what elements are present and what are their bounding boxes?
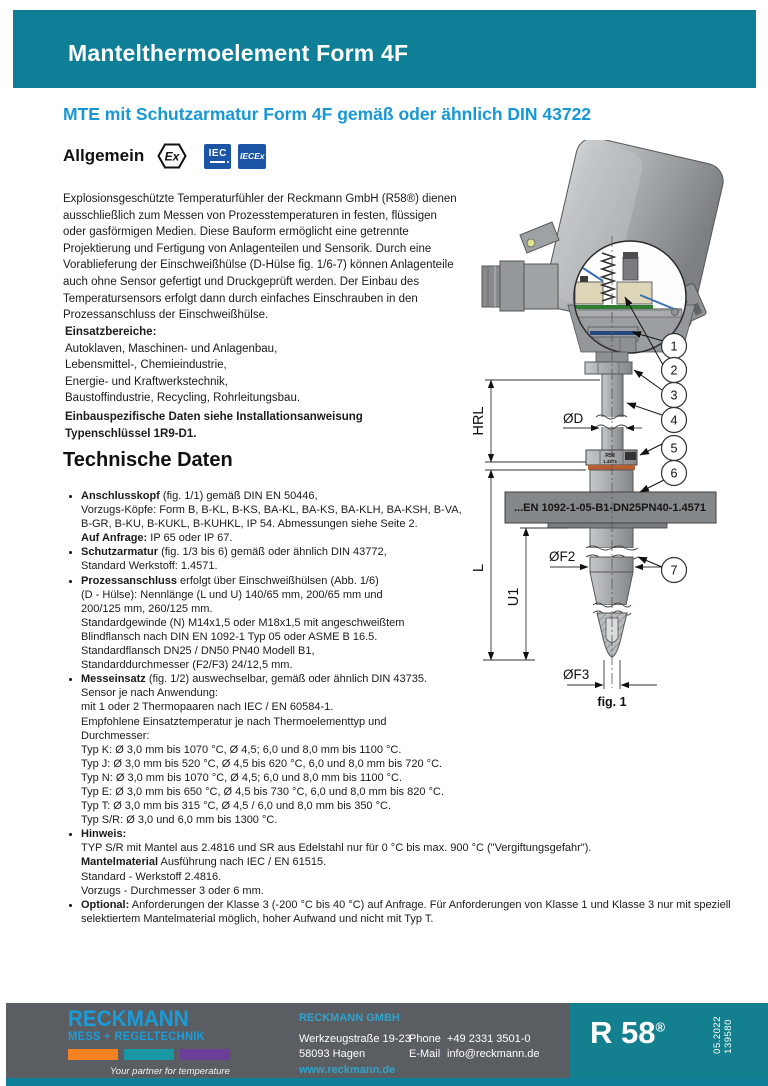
svg-text:Ex: Ex [164, 149, 180, 164]
tech-bullet-item [81, 898, 768, 926]
ex-certification-icon [157, 143, 187, 169]
doc-revision-number: 05.2022 139580 [712, 1016, 734, 1054]
tech-bullet-line: Durchmesser: [81, 729, 150, 742]
tech-bullet-line: • Schutzarmatur (fig. 1/3 bis 6) gemäß oder ähnlich DIN 43772, [81, 546, 387, 559]
iec-certification-icon: IEC [204, 144, 231, 169]
email-address: info@reckmann.de [447, 1047, 540, 1060]
tech-bullet-line: 200/125 mm, 260/125 mm. [81, 602, 213, 615]
tech-bullet-line: Mantelmaterial Ausführung nach IEC / EN 61515. [81, 856, 327, 869]
tech-bullet-line: • Anschlusskopf (fig. 1/1) gemäß DIN EN 50446, [81, 490, 318, 502]
einsatzbereiche-line: Lebensmittel-, Chemieindustrie, [65, 359, 227, 372]
tech-bullet-line: • Hinweis: [81, 828, 127, 841]
tech-bullet-line: (D - Hülse): Nennlänge (L und U) 140/65 mm, 200/65 mm und [81, 588, 383, 601]
einsatzbereiche-block [63, 324, 300, 407]
tech-bullet-line: Vorzugs - Durchmesser 3 oder 6 mm. [81, 884, 264, 897]
contact-labels: Phone E-Mail [409, 1033, 441, 1060]
dim-label-hrl: HRL [471, 406, 487, 436]
svg-text:R58: R58 [605, 453, 615, 459]
tech-bullet-line: TYP S/R mit Mantel aus 2.4816 und SR aus Edelstahl nur für 0 °C bis max. 900 °C ("Vergiftungsgefahr"). [81, 842, 592, 855]
svg-text:2: 2 [670, 363, 678, 378]
install-note-line: Typenschlüssel 1R9-D1. [65, 427, 197, 440]
tech-bullet-line: Typ K: Ø 3,0 mm bis 1070 °C, Ø 4,5; 6,0 und 8,0 mm bis 1100 °C. [81, 743, 402, 756]
einsatzbereiche-label: Einsatzbereiche: [65, 326, 157, 338]
tech-bullet-line: B-GR, B-KU, B-KUKL, B-KUHKL, IP 54. Abmessungen siehe Seite 2. [81, 518, 418, 531]
svg-text:4: 4 [670, 413, 678, 428]
r58-brand: R 58® [590, 1015, 666, 1050]
header-band [13, 10, 756, 88]
tech-bullet-line: • Messeinsatz (fig. 1/2) auswechselbar, gemäß oder ähnlich DIN 43735. [81, 673, 428, 686]
dim-label-f2: ØF2 [549, 549, 576, 564]
tech-bullet-line: mit 1 oder 2 Thermopaaren nach IEC / EN 60584-1. [81, 701, 334, 714]
process-connection-nut [586, 450, 637, 465]
dim-label-l: L [471, 563, 487, 573]
logo-bar-purple [180, 1049, 230, 1060]
page-title: Mantelthermoelement Form 4F [68, 40, 409, 66]
reckmann-logo [68, 1008, 230, 1077]
head-hinge [520, 222, 559, 253]
dim-label-u1: U1 [506, 587, 522, 607]
einsatzbereiche-line: Energie- und Kraftwerkstechnik, [65, 375, 228, 388]
company-name: RECKMANN GMBH [299, 1012, 400, 1024]
dimension-lines [483, 380, 667, 689]
flange-marking: ...EN 1092-1-05-B1-DN25PN40-1.4571 [514, 502, 706, 514]
dim-label-d: ØD [563, 411, 584, 426]
tech-bullet-line: Standarddurchmesser (F2/F3) 24/12,5 mm. [81, 659, 293, 672]
contact-values [447, 1032, 540, 1061]
tech-bullet-line: Auf Anfrage: IP 65 oder IP 67. [81, 532, 233, 545]
svg-text:7: 7 [670, 563, 678, 578]
allgemein-row [63, 142, 266, 170]
einsatzbereiche-line: Autoklaven, Maschinen- und Anlagenbau, [65, 342, 278, 355]
tech-bullet-line: Empfohlene Einsatztemperatur je nach Thermoelementtyp und [81, 715, 387, 728]
phone-number: +49 2331 3501-0 [447, 1033, 531, 1045]
logo-wordmark: RECKMANN [68, 1006, 189, 1031]
gasket [588, 465, 635, 470]
intro-paragraph: Explosionsgeschützte Temperaturfühler der Reckmann GmbH (R58®) dienen ausschließlich zum Messen von Prozesstemperaturen in festen, flüssigen oder gasförmigen Medien. Diese Bauform ermöglicht eine getrennte Projektierung und Fertigung von Anlagenteilen und Sensorik. Durch eine Vorablieferung der Einschweißhülse (D-Hülse fig. 1/6-7) können Anlagenteile auch ohne Sensor gefertigt und Druckgeprüft werden. Der Einbau des Temperatursensors erfolgt dann durch einfaches Einschrauben in den Prozessanschluss der Einschweißhülse. [63, 193, 457, 322]
install-note [65, 409, 363, 442]
cable-gland [482, 261, 558, 311]
weld-in-flange [505, 492, 716, 528]
iecex-certification-icon: IECEx [238, 144, 266, 169]
tech-bullet-line: Blindflansch nach DIN EN 1092-1 Typ 05 oder ASME B 16.5. [81, 630, 378, 643]
callout-balloons [662, 334, 687, 583]
logo-tagline: Your partner for temperature [110, 1066, 230, 1077]
install-note-line: Einbauspezifische Daten siehe Installationsanweisung [65, 411, 363, 423]
tech-bullet-line: Typ S/R: Ø 3,0 und 6,0 mm bis 1300 °C. [81, 814, 278, 827]
svg-text:1.4571: 1.4571 [602, 459, 618, 464]
tech-data-heading: Technische Daten [63, 449, 233, 471]
footer [6, 1003, 768, 1078]
figure-1-technical-drawing [450, 140, 768, 718]
neck-tube [602, 374, 623, 450]
website-link[interactable]: www.reckmann.de [299, 1064, 396, 1076]
svg-text:3: 3 [670, 388, 678, 403]
svg-text:6: 6 [670, 466, 678, 481]
tech-bullet-line: Typ N: Ø 3,0 mm bis 1070 °C, Ø 4,5; 6,0 und 8,0 mm bis 1100 °C. [81, 771, 403, 784]
figure-caption: fig. 1 [597, 695, 627, 709]
logo-bar-teal [124, 1049, 174, 1060]
tech-bullet-line: Typ T: Ø 3,0 mm bis 315 °C, Ø 4,5 / 6,0 und 8,0 mm bis 350 °C. [81, 800, 392, 813]
logo-color-bars [68, 1049, 230, 1060]
tech-bullet-line: Standardgewinde (N) M14x1,5 oder M18x1,5 mit angeschweißtem [81, 616, 405, 629]
dim-label-f3: ØF3 [563, 667, 590, 682]
subtitle: MTE mit Schutzarmatur Form 4F gemäß oder ähnlich DIN 43722 [63, 104, 592, 124]
tech-bullet-line: Typ E: Ø 3,0 mm bis 650 °C, Ø 4,5 bis 730 °C, 6,0 und 8,0 mm bis 820 °C. [81, 785, 444, 798]
tech-bullet-item [81, 827, 768, 897]
tech-bullet-line: Standard Werkstoff: 1.4571. [81, 560, 218, 573]
tech-bullet-line: Vorzugs-Köpfe: Form B, B-KL, B-KS, BA-KL, BA-KS, BA-KLH, BA-KSH, B-VA, [81, 504, 462, 517]
tech-bullet-line: Sensor je nach Anwendung: [81, 687, 218, 700]
logo-bar-orange [68, 1049, 118, 1060]
svg-text:1: 1 [670, 339, 678, 354]
tech-bullet-line: Standard - Werkstoff 2.4816. [81, 870, 222, 883]
tech-bullet-line: • Optional: Anforderungen der Klasse 3 (-200 °C bis 40 °C) auf Anfrage. Für Anforderungen von Klasse 1 und Klasse 3 nur mit speziell [81, 898, 731, 911]
bottom-accent-strip [6, 1078, 768, 1086]
tech-bullet-line: Standardflansch DN25 / DN50 PN40 Modell B1, [81, 645, 315, 658]
logo-subline: MESS + REGELTECHNIK [68, 1031, 206, 1043]
tech-bullet-line: Typ J: Ø 3,0 mm bis 520 °C, Ø 4,5 bis 620 °C, 6,0 und 8,0 mm bis 720 °C. [81, 757, 443, 770]
einsatzbereiche-line: Baustoffindustrie, Recycling, Rohrleitungsbau. [65, 392, 301, 405]
tech-bullet-line: selektiertem Mantelmaterial möglich, hoher Aufwand und nicht mit Typ T. [81, 912, 434, 925]
hex-nipple [585, 362, 632, 374]
hinge-screw [527, 239, 535, 247]
r58-brand-box [570, 1003, 768, 1078]
tech-bullet-line: • Prozessanschluss erfolgt über Einschweißhülsen (Abb. 1/6) [81, 574, 379, 587]
section-allgemein-heading: Allgemein [63, 146, 145, 165]
company-address: Werkzeugstraße 19-23 58093 Hagen [299, 1033, 411, 1060]
svg-text:5: 5 [670, 441, 678, 456]
